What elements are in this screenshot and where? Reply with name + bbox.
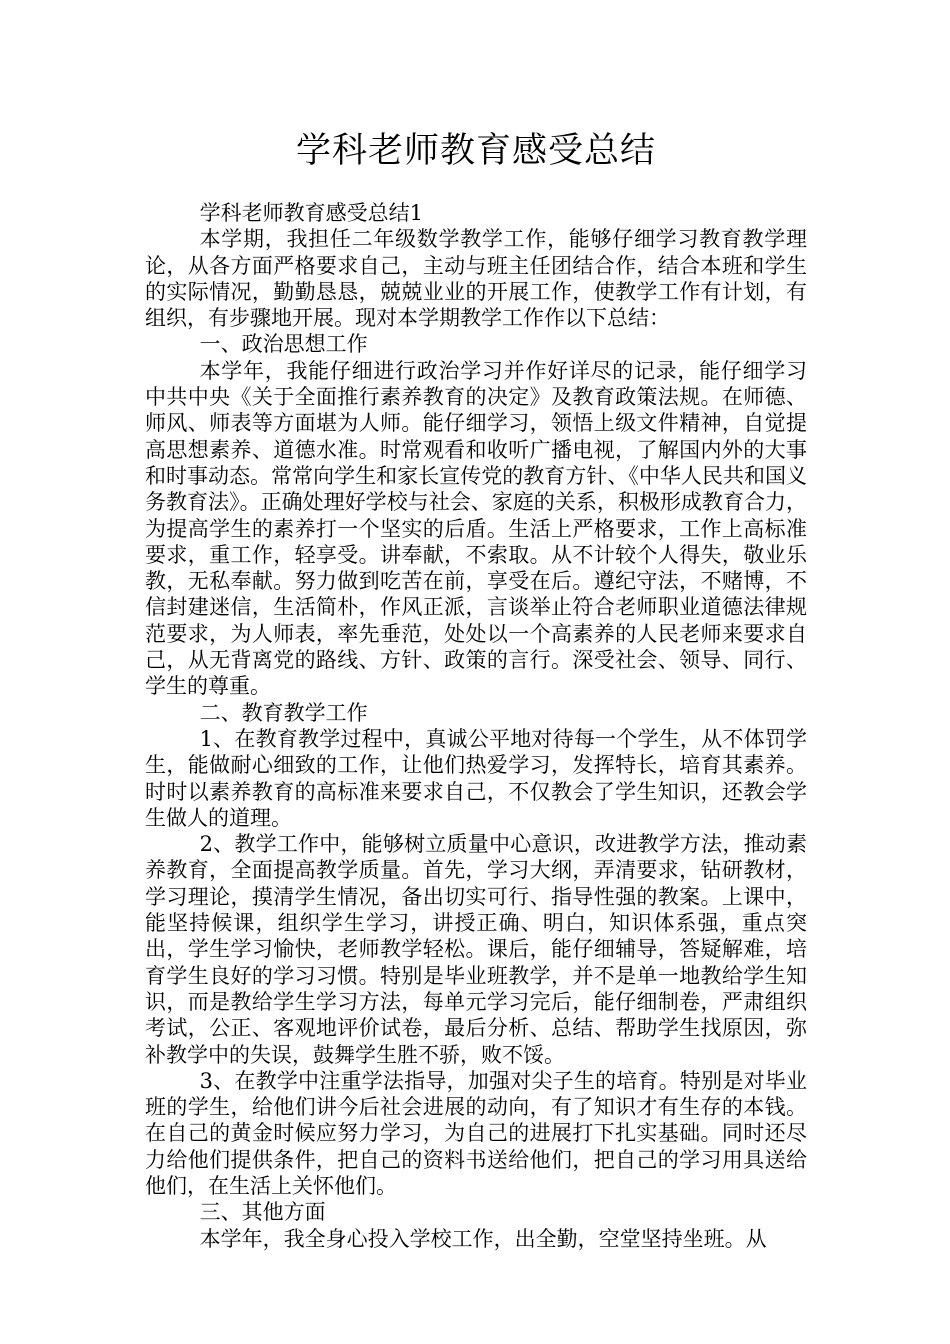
document-page bbox=[145, 0, 807, 1252]
document-title: 学科老师教育感受总结 bbox=[295, 131, 656, 171]
teaching-paragraph-1: 1、在教育教学过程中，真诚公平地对待每一个学生，从不体罚学生，能做耐心细致的工作，让他们热爱学习，发挥特长，培育其素养。时时以素养教育的高标准来要求自己，不仅教会了学生知识，还教会学生做人的道理。 bbox=[145, 726, 807, 830]
document-body bbox=[145, 200, 807, 1252]
teaching-paragraph-2: 2、教学工作中，能够树立质量中心意识，改进教学方法，推动素养教育，全面提高教学质量。首先，学习大纲，弄清要求，钻研教材，学习理论，摸清学生情况，备出切实可行、指导性强的教案。上课中，能坚持候课，组织学生学习，讲授正确、明白，知识体系强，重点突出，学生学习愉快，老师教学轻松。课后，能仔细辅导，答疑解难，培育学生良好的学习习惯。特别是毕业班教学，并不是单一地教给学生知识，而是教给学生学习方法，每单元学习完后，能仔细制卷，严肃组织考试，公正、客观地评价试卷，最后分析、总结、帮助学生找原因，弥补教学中的失误，鼓舞学生胜不骄，败不馁。 bbox=[145, 832, 807, 1067]
politics-paragraph: 本学年，我能仔细进行政治学习并作好详尽的记录，能仔细学习中共中央《关于全面推行素养教育的决定》及教育政策法规。在师德、师风、师表等方面堪为人师。能仔细学习，领悟上级文件精神，自觉提高思想素养、道德水准。时常观看和收听广播电视，了解国内外的大事和时事动态。常常向学生和家长宣传党的教育方针、《中华人民共和国义务教育法》。正确处理好学校与社会、家庭的关系，积极形成教育合力，为提高学生的素养打一个坚实的后盾。生活上严格要求，工作上高标准要求，重工作，轻享受。讲奉献，不索取。从不计较个人得失，敬业乐教，无私奉献。努力做到吃苦在前，享受在后。遵纪守法，不赌博，不信封建迷信，生活简朴，作风正派，言谈举止符合老师职业道德法律规范要求，为人师表，率先垂范，处处以一个高素养的人民老师来要求自己，从无背离党的路线、方针、政策的言行。深受社会、领导、同行、学生的尊重。 bbox=[145, 358, 807, 699]
other-paragraph: 本学年，我全身心投入学校工作，出全勤，空堂坚持坐班。从 bbox=[199, 1226, 767, 1251]
teaching-paragraph-3: 3、在教学中注重学法指导，加强对尖子生的培育。特别是对毕业班的学生，给他们讲今后社会进展的动向，有了知识才有生存的本钱。在自己的黄金时候应努力学习，为自己的进展打下扎实基础。同时还尽力给他们提供条件，把自己的资料书送给他们，把自己的学习用具送给他们，在生活上关怀他们。 bbox=[145, 1068, 807, 1198]
intro-paragraph: 本学期，我担任二年级数学教学工作，能够仔细学习教育教学理论，从各方面严格要求自己，主动与班主任团结合作，结合本班和学生的实际情况，勤勤恳恳，兢兢业业的开展工作，使教学工作有计划，有组织，有步骤地开展。现对本学期教学工作作以下总结： bbox=[145, 227, 807, 331]
section-heading-politics: 一、政治思想工作 bbox=[199, 332, 368, 357]
section-heading-other: 三、其他方面 bbox=[199, 1200, 326, 1225]
section-heading-teaching: 二、教育教学工作 bbox=[199, 700, 368, 725]
section-subtitle: 学科老师教育感受总结1 bbox=[199, 201, 423, 225]
